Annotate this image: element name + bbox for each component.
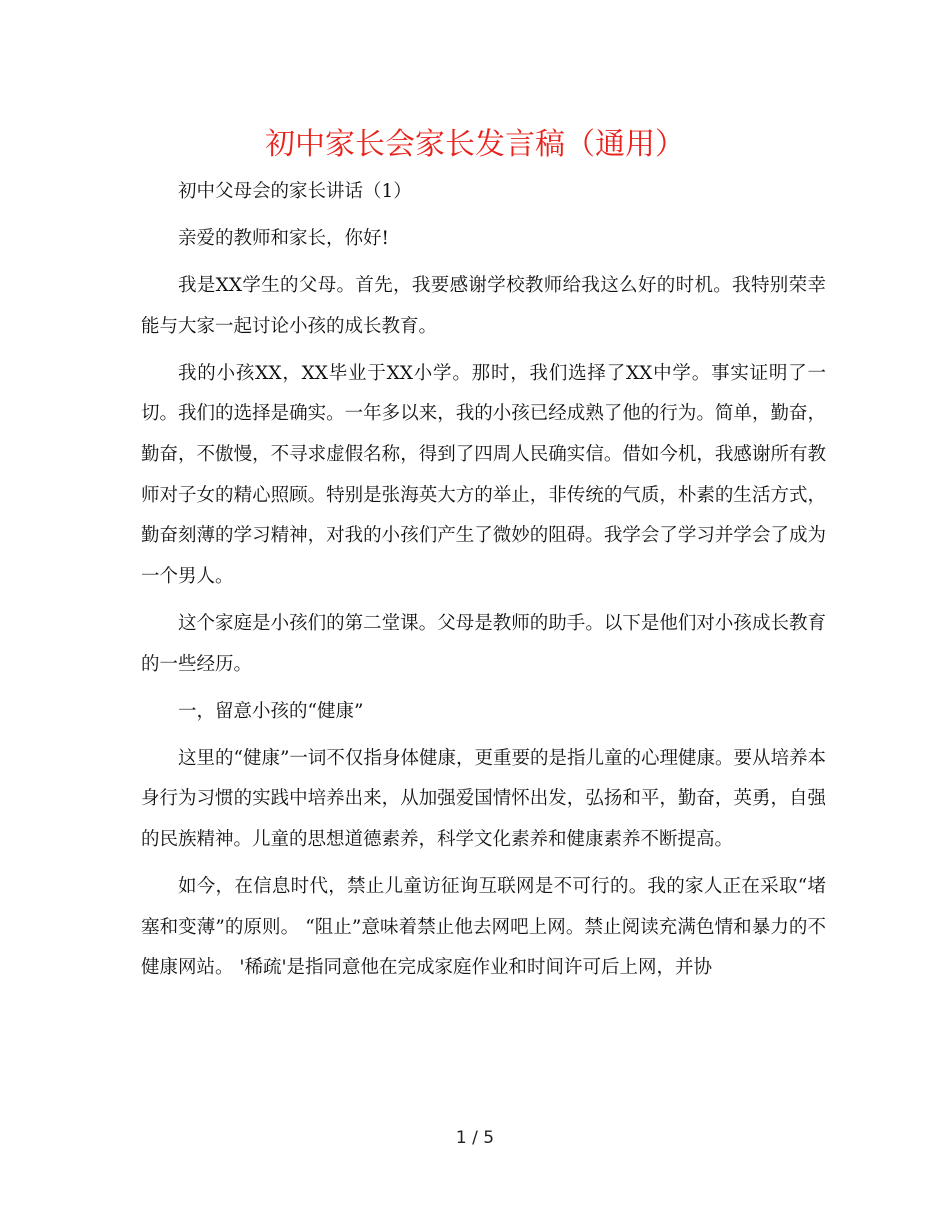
paragraph-4: 我的小孩XX，XX毕业于XX小学。那时，我们选择了XX中学。事实证明了一切。我们的选择是确实。一年多以来，我的小孩已经成熟了他的行为。简单，勤奋，勤奋，不傲慢，不寻求虚假名称，得到了四周人民确实信。借如今机，我感谢所有教师对子女的精心照顾。特别是张海英大方的举止，非传统的气质，朴素的生活方式，勤奋刻薄的学习精神，对我的小孩们产生了微妙的阻碍。我学会了学习并学会了成为一个男人。 bbox=[141, 362, 826, 587]
paragraph-5: 这个家庭是小孩们的第二堂课。父母是教师的助手。以下是他们对小孩成长教育的一些经历。 bbox=[141, 612, 826, 675]
paragraph-8: 如今，在信息时代，禁止儿童访征询互联网是不可行的。我的家人正在采取“堵塞和变薄”的原则。 “阻止”意味着禁止他去网吧上网。禁止阅读充满色情和暴力的不健康网站。 '稀疏'是指同意他在完成家庭作业和时间许可后上网，并协 bbox=[141, 876, 826, 979]
paragraph-1: 初中父母会的家长讲话（1） bbox=[178, 181, 412, 202]
section-heading: 一，留意小孩的“健康” bbox=[178, 700, 364, 722]
document-body bbox=[141, 172, 826, 995]
page-number: 1 / 5 bbox=[455, 1128, 495, 1148]
paragraph-3: 我是XX学生的父母。首先，我要感谢学校教师给我这么好的时机。我特别荣幸能与大家一起讨论小孩的成长教育。 bbox=[141, 275, 826, 337]
paragraph-7: 这里的“健康”一词不仅指身体健康，更重要的是指儿童的心理健康。要从培养本身行为习惯的实践中培养出来，从加强爱国情怀出发，弘扬和平，勤奋，英勇，自强的民族精神。儿童的思想道德素养，科学文化素养和健康素养不断提高。 bbox=[141, 747, 826, 850]
document-title: 初中家长会家长发言稿（通用） bbox=[265, 127, 685, 162]
paragraph-2: 亲爱的教师和家长，你好! bbox=[178, 228, 389, 250]
